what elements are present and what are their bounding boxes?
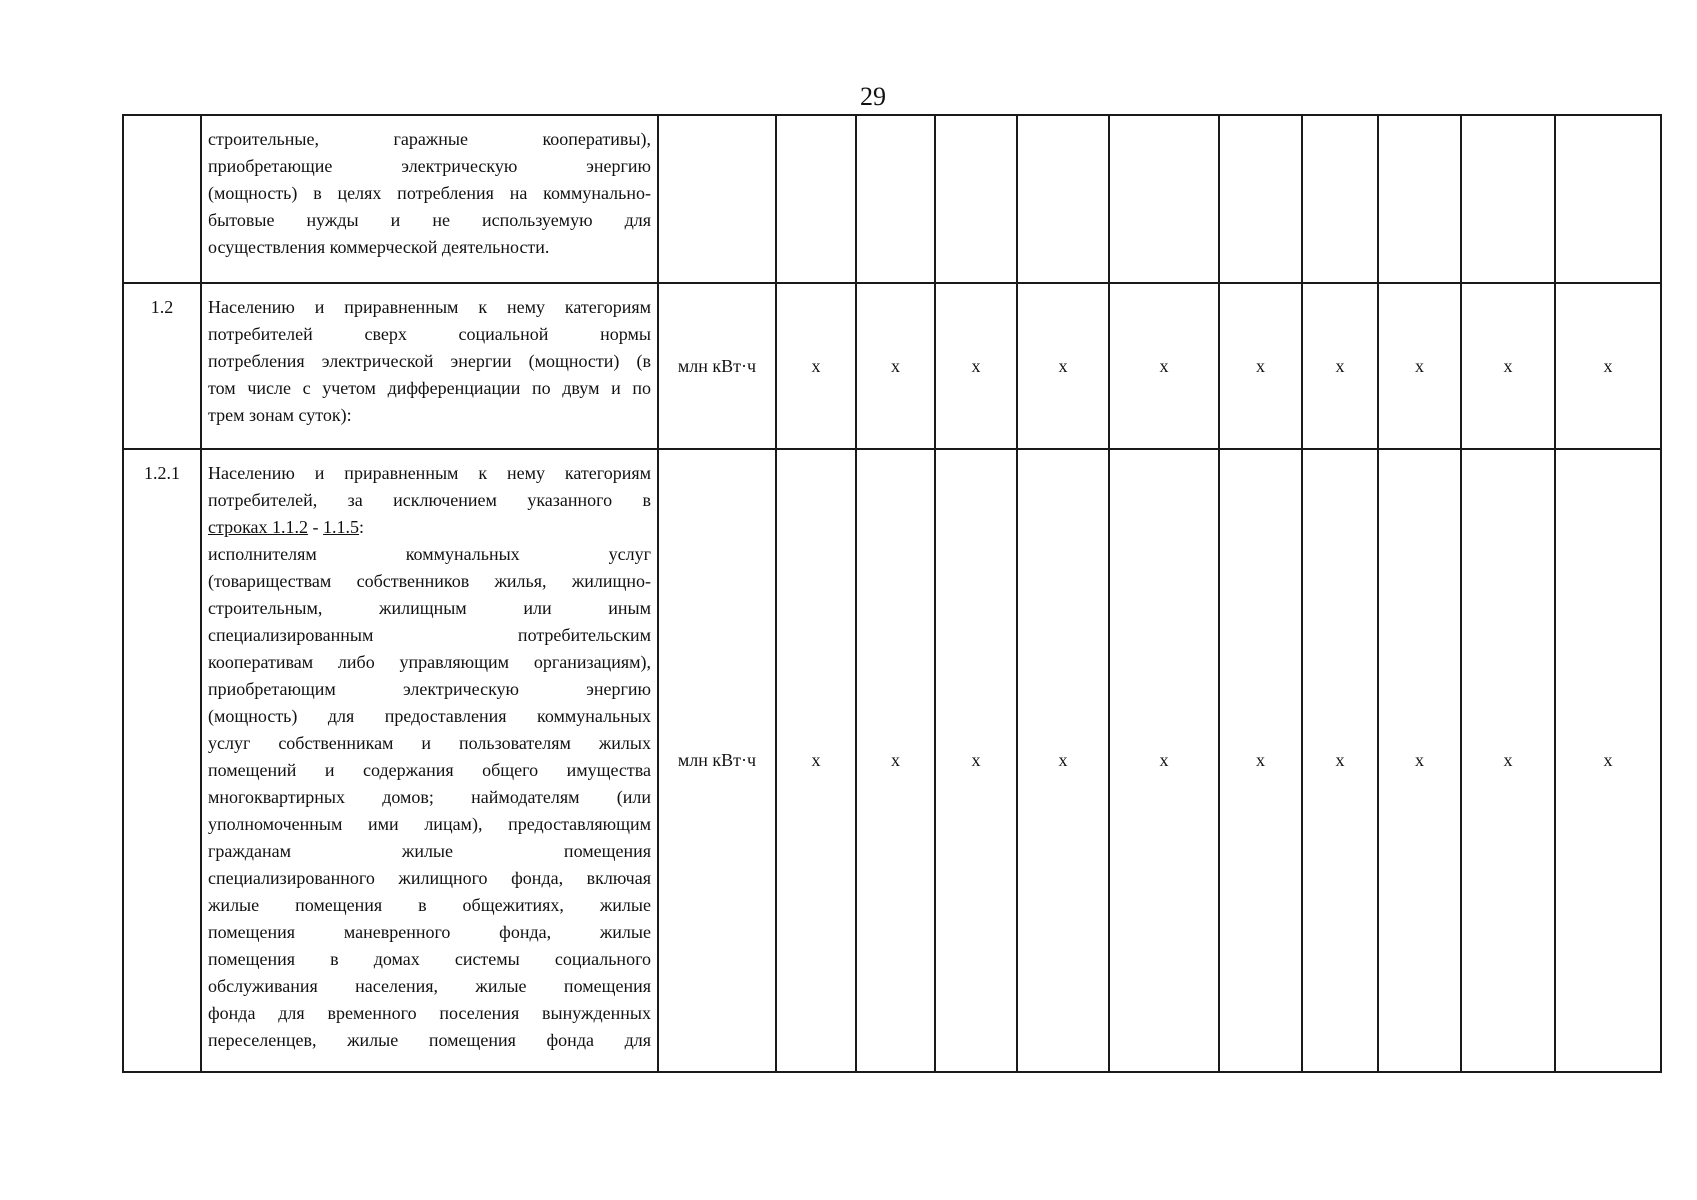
value-cell (1302, 115, 1378, 283)
value-cell: х (1555, 283, 1661, 449)
value-cell: х (935, 283, 1017, 449)
value-cell: х (776, 283, 856, 449)
description-line: обслуживания населения, жилые помещения (208, 976, 651, 996)
description-line: (товариществам собственников жилья, жилищно- (208, 571, 651, 591)
description-line: приобретающие электрическую энергию (208, 156, 651, 176)
row-unit: млн кВт·ч (658, 449, 776, 1072)
value-cell: х (1378, 449, 1461, 1072)
description-line: (мощность) для предоставления коммунальных (208, 706, 651, 726)
value-cell (1555, 115, 1661, 283)
description-line: кооперативам либо управляющим организациям), (208, 652, 651, 672)
row-number (123, 115, 201, 283)
table-row (123, 449, 1661, 1072)
description-line: Населению и приравненным к нему категориям (208, 463, 651, 483)
description-line: осуществления коммерческой деятельности. (208, 237, 550, 257)
value-cell: х (1378, 283, 1461, 449)
description-line: жилые помещения в общежитиях, жилые (208, 895, 651, 915)
data-table (122, 114, 1662, 1073)
description-line: строительные, гаражные кооперативы), (208, 129, 651, 149)
description-line: исполнителям коммунальных услуг (208, 544, 651, 564)
description-line: потребителей, за исключением указанного в (208, 490, 651, 510)
description-line: строительным, жилищным или иным (208, 598, 651, 618)
value-cell: х (856, 449, 935, 1072)
description-line: фонда для временного поселения вынужденных (208, 1003, 651, 1023)
value-cell: х (1219, 449, 1302, 1072)
link-end: : (359, 517, 365, 537)
description-line: потребителей сверх социальной нормы (208, 324, 651, 344)
description-line: помещения в домах системы социального (208, 949, 651, 969)
value-cell (1017, 115, 1109, 283)
description-line: приобретающим электрическую энергию (208, 679, 651, 699)
table-row (123, 283, 1661, 449)
value-cell: х (776, 449, 856, 1072)
description-line: бытовые нужды и не используемую для (208, 210, 651, 230)
value-cell: х (856, 283, 935, 449)
description-line: многоквартирных домов; наймодателям (или (208, 787, 651, 807)
value-cell: х (1219, 283, 1302, 449)
value-cell: х (1017, 283, 1109, 449)
value-cell: х (1302, 283, 1378, 449)
description-line: помещения маневренного фонда, жилые (208, 922, 651, 942)
link-separator: - (308, 517, 324, 537)
row-description (201, 449, 658, 1072)
description-line: (мощность) в целях потребления на коммунально- (208, 183, 651, 203)
description-line: уполномоченным ими лицам), предоставляющим (208, 814, 651, 834)
description-line: том числе с учетом дифференциации по двум и по (208, 378, 651, 398)
description-line: трем зонам суток): (208, 405, 352, 425)
value-cell: х (935, 449, 1017, 1072)
row-number: 1.2.1 (123, 449, 201, 1072)
row-reference-link[interactable]: строках 1.1.2 (208, 517, 309, 537)
value-cell: х (1302, 449, 1378, 1072)
row-description (201, 115, 658, 283)
value-cell: х (1461, 283, 1555, 449)
description-line: потребления электрической энергии (мощности) (в (208, 351, 651, 371)
value-cell (1378, 115, 1461, 283)
row-unit: млн кВт·ч (658, 283, 776, 449)
value-cell (935, 115, 1017, 283)
description-line: специализированного жилищного фонда, включая (208, 868, 651, 888)
value-cell (1461, 115, 1555, 283)
row-unit (658, 115, 776, 283)
description-line (208, 514, 651, 541)
row-number: 1.2 (123, 283, 201, 449)
description-line: специализированным потребительским (208, 625, 651, 645)
value-cell (1219, 115, 1302, 283)
page-number: 29 (860, 82, 886, 111)
table-row (123, 115, 1661, 283)
value-cell (776, 115, 856, 283)
description-line: переселенцев, жилые помещения фонда для (208, 1030, 651, 1050)
description-line: Населению и приравненным к нему категориям (208, 297, 651, 317)
row-description (201, 283, 658, 449)
value-cell: х (1109, 449, 1219, 1072)
description-line: гражданам жилые помещения (208, 841, 651, 861)
value-cell (1109, 115, 1219, 283)
description-line: услуг собственникам и пользователям жилых (208, 733, 651, 753)
value-cell: х (1555, 449, 1661, 1072)
value-cell: х (1109, 283, 1219, 449)
value-cell (856, 115, 935, 283)
value-cell: х (1017, 449, 1109, 1072)
row-reference-link[interactable]: 1.1.5 (323, 517, 360, 537)
value-cell: х (1461, 449, 1555, 1072)
description-line: помещений и содержания общего имущества (208, 760, 651, 780)
